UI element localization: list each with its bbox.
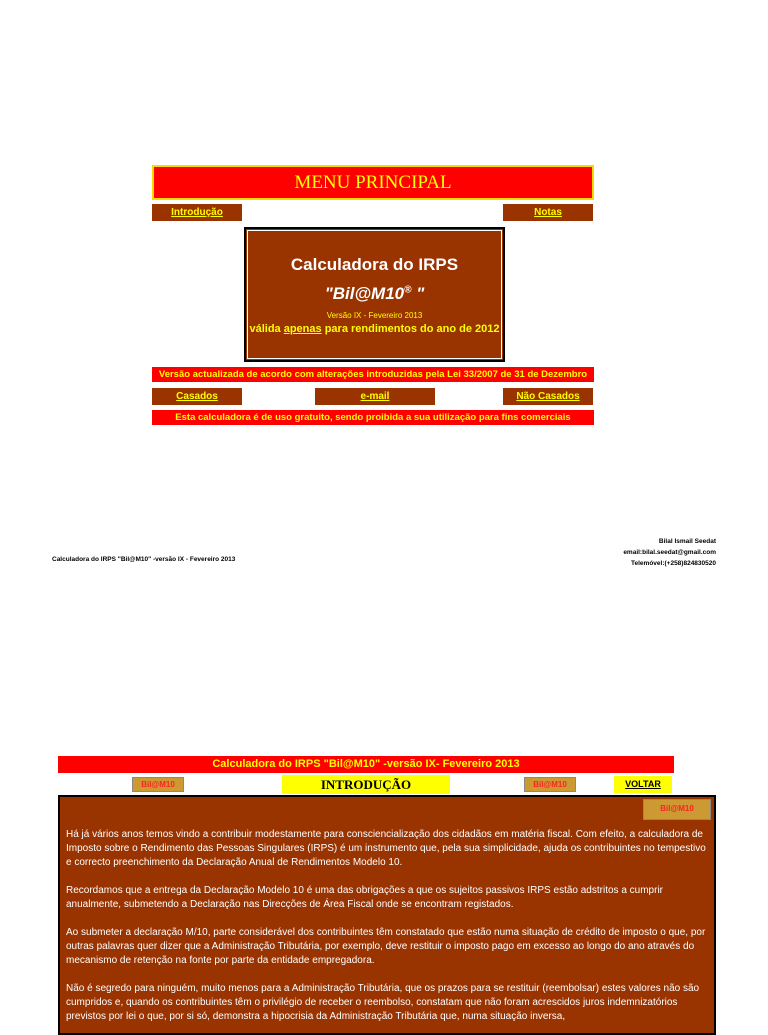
validity-post: para rendimentos do ano de 2012 bbox=[321, 323, 500, 335]
version-banner: Versão actualizada de acordo com alterações introduzidas pela Lei 33/2007 de 31 de Dezembro bbox=[152, 367, 594, 382]
intro-paragraph: Não é segredo para ninguém, muito menos para a Administração Tributária, que os prazos para se restituir (reembolsar) estes valores não são cumpridos e, quando os contribuintes têm o privilégio de receber o reembolso, constatam que não foram acrescidos juros indemnizatórios previstos por lei o que, por si só, demonstra a hipocrisia da Administração Tributária que, numa situação inversa, bbox=[66, 983, 700, 1023]
validity-pre: válida bbox=[249, 323, 284, 335]
nav-link-email[interactable]: e-mail bbox=[315, 388, 435, 405]
registered-mark: ® bbox=[404, 284, 412, 296]
validity-emphasis: apenas bbox=[283, 323, 322, 335]
footer-contact bbox=[623, 536, 716, 569]
bilam10-button-panel[interactable]: Bil@M10 bbox=[643, 799, 711, 820]
back-button[interactable]: VOLTAR bbox=[614, 776, 672, 793]
footer-author: Bilal Ismail Seedat bbox=[658, 538, 716, 545]
nav-link-nao-casados[interactable]: Não Casados bbox=[503, 388, 593, 405]
brand-name: "Bil@M10 bbox=[324, 284, 405, 303]
footer-phone: Telemóvel:(+258)824830520 bbox=[631, 560, 716, 567]
intro-paragraph: Há já vários anos temos vindo a contribuir modestamente para consciencialização dos cidadãos em matéria fiscal. Com efeito, a calculadora de Imposto sobre o Rendimento das Pessoas Singulares (IRPS) é um instrumento que, pela sua simplicidade, ajuda os contribuintes no tempestivo e correcto preenchimento da Declaração Anual de Rendimentos Modelo 10. bbox=[66, 829, 706, 869]
menu-title: MENU PRINCIPAL bbox=[152, 165, 594, 200]
intro-paragraph: Recordamos que a entrega da Declaração Modelo 10 é uma das obrigações a que os sujeitos passivos IRPS estão adstritos a cumprir anualmente, submetendo a Declaração nas Direcções de Área Fiscal onde se encontram registados. bbox=[66, 885, 663, 911]
bilam10-button-right[interactable]: Bil@M10 bbox=[524, 777, 576, 792]
free-use-banner: Esta calculadora é de uso gratuito, sendo proibida a sua utilização para fins comerciais bbox=[152, 410, 594, 425]
nav-link-casados[interactable]: Casados bbox=[152, 388, 242, 405]
footer-email: email:bilal.seedat@gmail.com bbox=[623, 549, 716, 556]
calculator-card bbox=[244, 227, 505, 362]
nav-link-introducao[interactable]: Introdução bbox=[152, 204, 242, 221]
intro-paragraph: Ao submeter a declaração M/10, parte considerável dos contribuintes têm constatado que estão numa situação de crédito de imposto o que, por outras palavras quer dizer que a Administração Tributária, por exemplo, deve restituir o imposto pago em excesso ao longo do ano através do mecanismo de retenção na fonte por parte da entidade empregadora. bbox=[66, 927, 706, 967]
intro-page-title: Calculadora do IRPS "Bil@M10" -versão IX- Fevereiro 2013 bbox=[58, 756, 674, 773]
intro-text-panel bbox=[58, 795, 716, 1035]
calculator-version: Versão IX - Fevereiro 2013 bbox=[326, 311, 423, 320]
calculator-validity bbox=[246, 323, 503, 335]
nav-link-notas[interactable]: Notas bbox=[503, 204, 593, 221]
calculator-brand bbox=[246, 284, 503, 304]
brand-quote: " bbox=[411, 284, 425, 303]
calculator-title: Calculadora do IRPS bbox=[290, 255, 459, 274]
section-heading: INTRODUÇÃO bbox=[282, 775, 450, 794]
bilam10-button-left[interactable]: Bil@M10 bbox=[132, 777, 184, 792]
footer-title: Calculadora do IRPS "Bil@M10" -versão IX - Fevereiro 2013 bbox=[52, 556, 236, 563]
